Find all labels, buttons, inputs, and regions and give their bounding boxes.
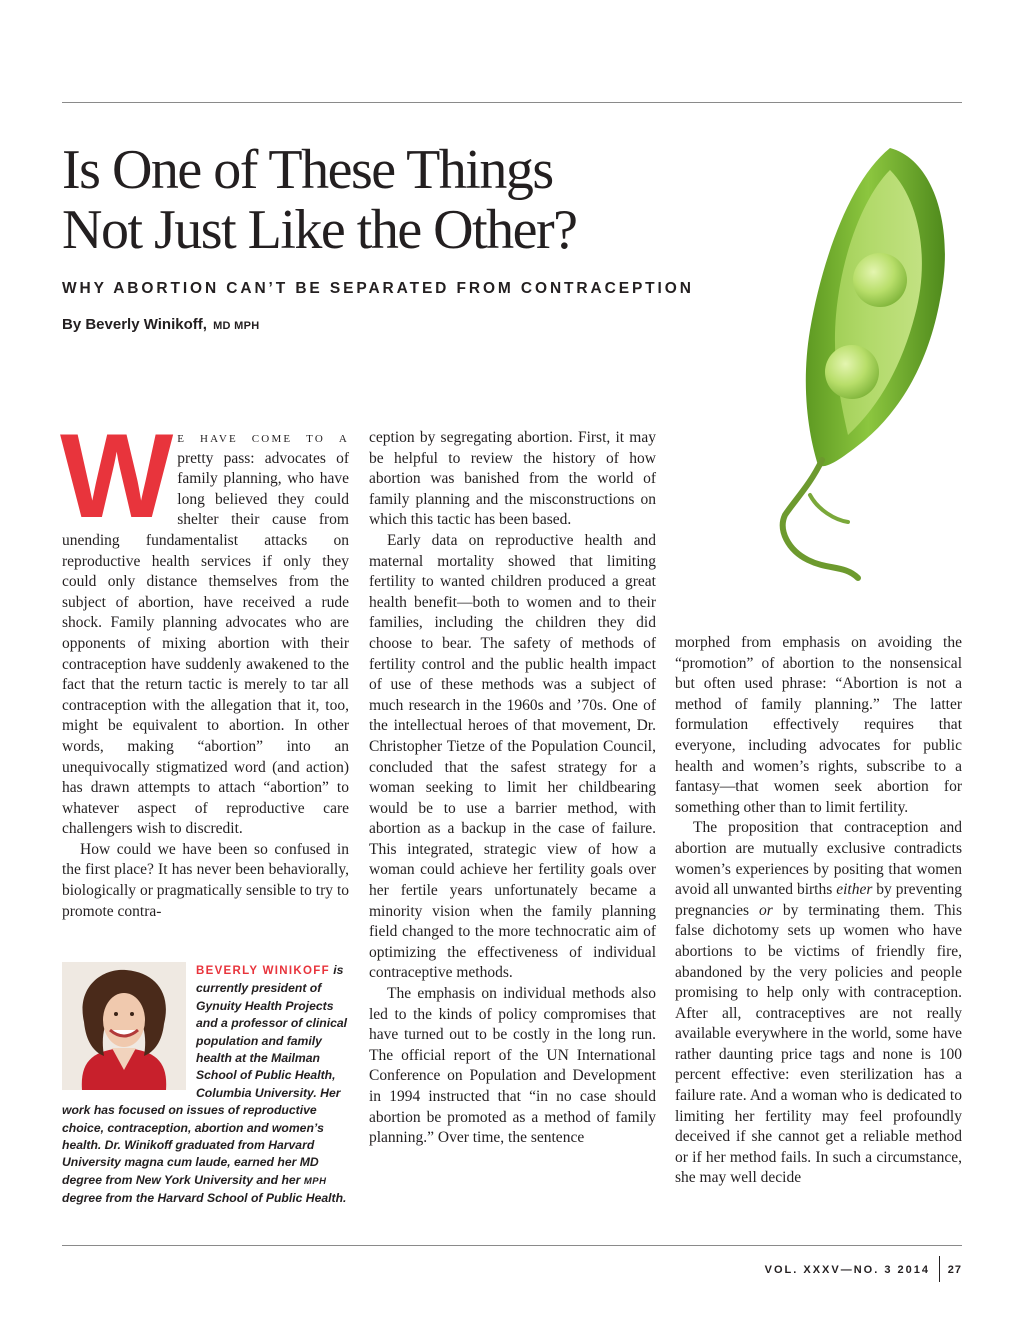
byline-credentials: MD MPH [213, 320, 260, 332]
emphasis-or: or [759, 901, 773, 919]
article-subtitle: WHY ABORTION CAN’T BE SEPARATED FROM CONTRACEPTION [62, 280, 694, 297]
paragraph: The emphasis on individual methods also led to the kinds of policy compromises that have turned out to be costly in the long run. The official report of the UN International Conference on Population and Development in 1994 instructed that “in no case should abortion be promoted as a method of family planning.” Over time, the sentence [369, 985, 656, 1147]
paragraph [675, 818, 962, 1189]
byline [62, 316, 260, 333]
column-3 [675, 633, 962, 1189]
byline-name: By Beverly Winikoff, [62, 316, 207, 333]
column-1 [60, 409, 349, 922]
bio-text-end: degree from the Harvard School of Public Health. [62, 1191, 347, 1206]
author-bio [62, 962, 349, 1208]
article-title [62, 140, 762, 260]
paragraph-text: by terminating them. This false dichotomy sets up women who have abortions to be victims of friendly fire, abandoned by the very policies and people promising to help only with contraception. After all, contraceptives are not really available everywhere in the world, some have rather daunting price tags and none is 100 percent effective: even sterilization has a failure rate. And a woman who is dedicated to limiting her fertility may feel profoundly deceived if she cannot get a reliable method or if her method fails. In such a circumstance, she may well decide [675, 901, 962, 1187]
paragraph-text: by preventing pregnancies [675, 881, 962, 919]
title-line-1: Is One of These Things [62, 139, 553, 201]
paragraph-text: The proposition that contraception and abortion are mutually exclusive contradicts women’s experiences by positing that women avoid all unwanted births [675, 819, 962, 899]
bottom-rule [62, 1245, 962, 1246]
drop-cap: W [60, 409, 170, 543]
column-2 [369, 428, 656, 1149]
paragraph: morphed from emphasis on avoiding the “promotion” of abortion to the nonsensical but often used phrase: “Abortion is not a method of family planning.” The latter formulation effectively requires that everyone, including advocates for public health and women’s rights, subscribe to a fantasy—that women seek abortion for something other than to limit fertility. [675, 634, 962, 816]
pea-pod-icon [740, 140, 980, 590]
bio-text: is currently president of Gynuity Health Projects and a professor of clinical population and family health at the Mailman School of Public Health, Columbia University. Her work has focused on issues of reproductive choice, contraception, abortion and women’s health. Dr. Winikoff graduated from Harvard University magna cum laude, earned her MD degree from New York University and her [62, 963, 348, 1187]
lead-paragraph [60, 409, 349, 840]
lead-text: pretty pass: advocates of family planning, who have long believed they could shelter their cause from unending fundamentalist attacks on reproductive health services if only they could only distance themselves from the subject of abortion, have received a rude shock. Family planning advocates who are opponents of mixing abortion with their contraception have suddenly awakened to the fact that the return tactic is merely to tar all contraception with the allegation that it, too, might be equivalent to abortion. In other words, making “abortion” into an unequivocally stigmatized word (and action) has drawn attempts to attach “abortion” to whatever aspect of reproductive care challengers wish to discredit. [62, 449, 349, 838]
page-footer [700, 1262, 962, 1280]
lead-smallcaps: e have come to a [177, 429, 349, 446]
bio-mph: MPH [303, 1175, 327, 1187]
issue-label: VOL. XXXV—NO. 3 2014 [764, 1264, 930, 1276]
paragraph: How could we have been so confused in the first place? It has never been behaviorally, biologically or pragmatically sensible to try to promote contra- [62, 840, 349, 920]
title-line-2: Not Just Like the Other? [62, 199, 577, 261]
footer-divider [939, 1256, 940, 1282]
emphasis-either: either [836, 881, 873, 899]
top-rule [62, 102, 962, 103]
page-number: 27 [947, 1264, 962, 1276]
paragraph: Early data on reproductive health and maternal mortality showed that limiting fertility to wanted children produced a great health benefit—both to women and to their families, including the children they did choose to bear. The safety of methods of fertility control and the public health impact of use of these methods was a subject of much research in the 1960s and ’70s. One of the intellectual heroes of that movement, Dr. Christopher Tietze of the Population Council, concluded that the safest strategy for a woman seeking to limit her childbearing would be to use a barrier method, with abortion as a backup in the case of failure. This integrated, strategic view of how a woman could achieve her fertility goals over her fertile years unfortunately became a minority vision when the family planning field changed to the more technocratic aim of optimizing the effectiveness of individual contraceptive methods. [369, 531, 656, 982]
bio-name: BEVERLY WINIKOFF [196, 965, 330, 977]
paragraph: ception by segregating abortion. First, it may be helpful to review the history of how abortion was banished from the world of family planning and the misconstructions on which this tactic has been based. [369, 429, 656, 529]
